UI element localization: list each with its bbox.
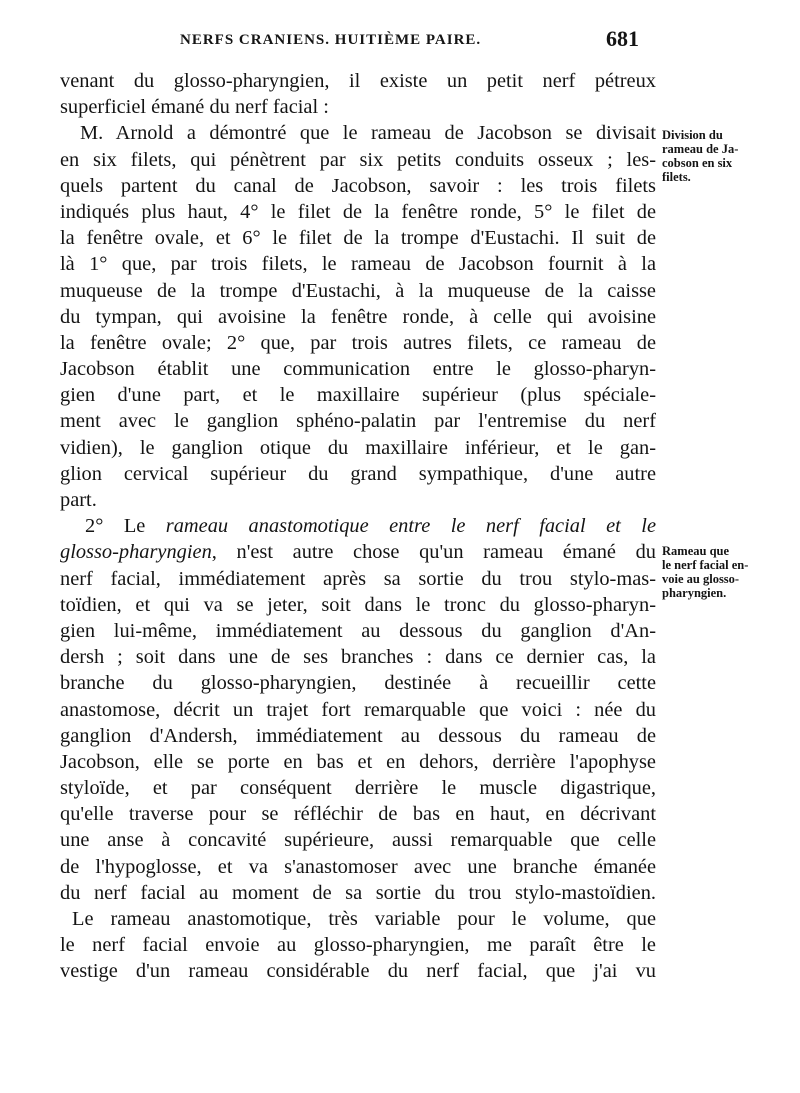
text-line: branche du glosso-pharyngien, destinée à recueillir cette [60, 672, 656, 695]
italic-term: rameau anastomotique entre le nerf facial et le [165, 515, 656, 538]
text-line: le nerf facial envoie au glosso-pharyngien, me paraît être le [60, 934, 656, 957]
margin-note-line: voie au glosso- [662, 572, 740, 586]
margin-note-line: Rameau que [662, 544, 730, 558]
text-line: ment avec le ganglion sphéno-palatin par l'entremise du nerf [60, 410, 656, 433]
text-line: indiqués plus haut, 4° le filet de la fenêtre ronde, 5° le filet de [60, 200, 656, 223]
text-line: part. [60, 489, 97, 511]
text-line: la fenêtre ovale; 2° que, par trois autres filets, ce rameau de [60, 331, 656, 354]
text-line: en six filets, qui pénètrent par six petits conduits osseux ; les- [60, 148, 656, 171]
text-line: toïdien, et qui va se jeter, soit dans le tronc du glosso-pharyn- [60, 593, 656, 616]
text-line: glion cervical supérieur du grand sympathique, d'une autre [60, 462, 656, 485]
margin-note-line: cobson en six [662, 156, 733, 170]
margin-note-rameau [662, 544, 770, 600]
text-line: la fenêtre ovale, et 6° le filet de la trompe d'Eustachi. Il suit de [60, 227, 656, 250]
margin-note-line: Division du [662, 128, 723, 142]
paragraph-anastomotic-branch [60, 513, 656, 906]
text-line: nerf facial, immédiatement après sa sortie du trou stylo-mas- [60, 567, 656, 590]
body-text [60, 68, 656, 985]
text-line: de l'hypoglosse, et va s'anastomoser avec une branche émanée [60, 855, 656, 878]
paragraph-continuation [60, 68, 656, 120]
running-head: NERFS CRANIENS. HUITIÈME PAIRE. [180, 32, 482, 48]
text-line: M. Arnold a démontré que le rameau de Jacobson se divisait [80, 122, 656, 145]
margin-note-line: rameau de Ja- [662, 142, 739, 156]
paragraph-arnold [60, 120, 656, 513]
text-line: gien d'une part, et le maxillaire supérieur (plus spéciale- [60, 384, 656, 407]
text-line: vidien), le ganglion otique du maxillaire inférieur, et le gan- [60, 436, 656, 459]
text-line: glosso-pharyngien, n'est autre chose qu'un rameau émané du [60, 541, 656, 564]
text-line: styloïde, et par conséquent derrière le muscle digastrique, [60, 777, 656, 800]
text-line: quels partent du canal de Jacobson, savoir : les trois filets [60, 174, 656, 197]
text-line: ganglion d'Andersh, immédiatement au dessous du rameau de [60, 724, 656, 747]
text-line: qu'elle traverse pour se réfléchir de bas en haut, en décrivant [60, 803, 656, 826]
paragraph-vestige [60, 906, 656, 985]
text-line: gien lui-même, immédiatement au dessous du ganglion d'An- [60, 619, 656, 642]
text-line: là 1° que, par trois filets, le rameau de Jacobson fournit à la [60, 253, 656, 276]
text-line: muqueuse de la trompe d'Eustachi, à la muqueuse de la caisse [60, 279, 656, 302]
text-line: Le rameau anastomotique, très variable pour le volume, que [72, 908, 656, 930]
text-line: venant du glosso-pharyngien, il existe un petit nerf pétreux [60, 70, 656, 92]
margin-note-line: filets. [662, 170, 691, 184]
text-line: du tympan, qui avoisine la fenêtre ronde, à celle qui avoisine [60, 305, 656, 328]
page-number: 681 [606, 26, 639, 51]
margin-note-line: le nerf facial en- [662, 558, 749, 572]
text-line: dersh ; soit dans une de ses branches : dans ce dernier cas, la [60, 646, 656, 669]
italic-term: glosso-pharyngien [60, 541, 212, 564]
margin-note-line: pharyngien. [662, 586, 727, 600]
section-number: 2° Le [85, 515, 166, 538]
margin-note-division [662, 128, 770, 184]
text-line: Jacobson établit une communication entre le glosso-pharyn- [60, 358, 656, 381]
text-line: anastomose, décrit un trajet fort remarquable que voici : née du [60, 698, 656, 721]
text-line: superficiel émané du nerf facial : [60, 96, 329, 119]
text-line [60, 513, 656, 539]
text-line: du nerf facial au moment de sa sortie du trou stylo-mastoïdien. [60, 881, 656, 904]
text-line: une anse à concavité supérieure, aussi remarquable que celle [60, 829, 656, 852]
text-line: Jacobson, elle se porte en bas et en dehors, derrière l'apophyse [60, 750, 656, 773]
text-line: vestige d'un rameau considérable du nerf facial, que j'ai vu [60, 960, 656, 983]
